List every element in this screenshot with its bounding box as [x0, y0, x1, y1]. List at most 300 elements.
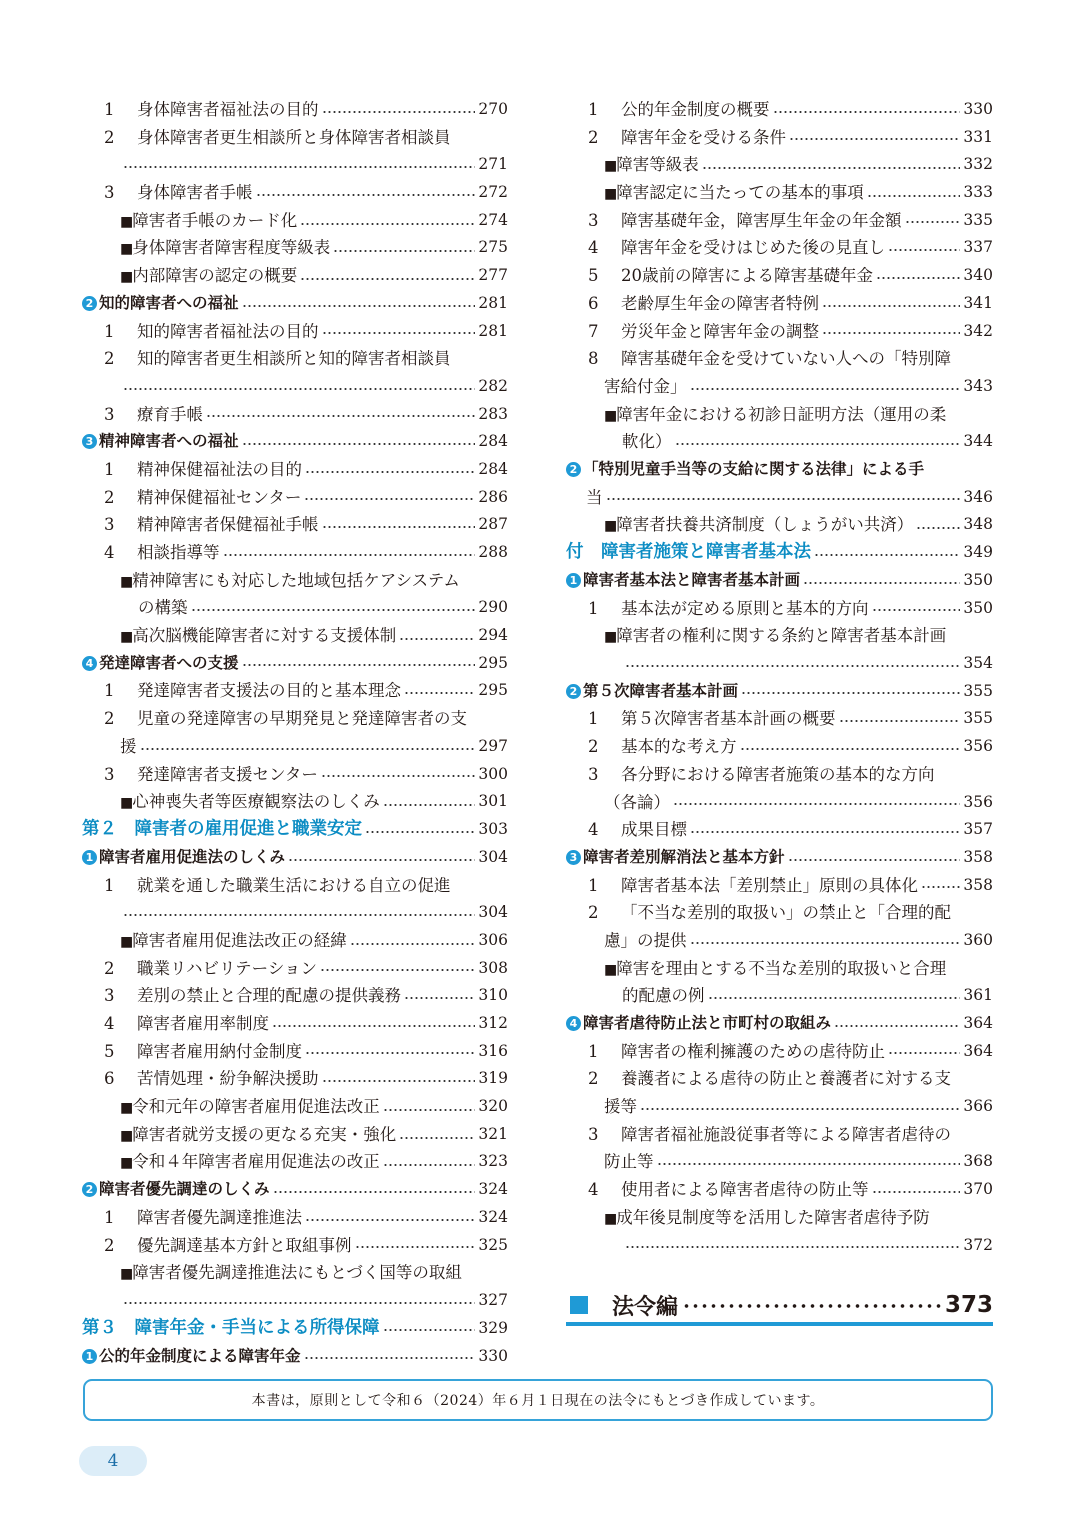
dot-leader: [140, 733, 476, 761]
entry-label: 就業を通した職業生活における自立の促進: [137, 875, 451, 895]
toc-item-number: 1: [104, 681, 115, 701]
page-ref: 364: [963, 1014, 993, 1032]
dot-leader: [322, 1065, 476, 1093]
toc-entry-text: [120, 927, 347, 957]
toc-entry-text: [137, 872, 451, 900]
section-number-badge: 3: [566, 850, 581, 865]
toc-entry-text: [621, 1065, 951, 1093]
entry-label: 障害認定に当たっての基本的事項: [616, 183, 864, 203]
toc-entry: [566, 1093, 993, 1121]
section-title: [82, 428, 239, 456]
entry-label: 知的障害者への福祉: [99, 293, 239, 312]
toc-entry: [566, 1038, 993, 1066]
toc-entry: [566, 1121, 993, 1149]
dot-leader: [640, 1093, 960, 1121]
toc-entry-text: [604, 1093, 637, 1121]
section-number-badge: 2: [82, 1182, 97, 1197]
page-ref: 272: [478, 183, 508, 202]
toc-entry: [566, 345, 993, 373]
page-ref: 360: [963, 930, 993, 949]
toc-entry-text: [621, 733, 737, 761]
toc-item-number: 4: [588, 1180, 599, 1200]
entry-label: 身体障害者障害程度等級表: [132, 238, 331, 258]
page-ref: 274: [478, 210, 508, 229]
toc-entry: [82, 1010, 508, 1038]
toc-entry-text: [120, 1259, 462, 1289]
page-ref: 355: [963, 681, 993, 700]
entry-label: 障害年金を受ける条件: [621, 127, 786, 147]
toc-item-number: 2: [588, 903, 599, 923]
toc-entry: [82, 484, 508, 512]
toc-item-number: 3: [104, 986, 115, 1006]
page-ref: 271: [478, 155, 508, 174]
toc-entry: [82, 1204, 508, 1232]
toc-item-number: 1: [104, 321, 115, 341]
square-bullet-icon: ■: [120, 1266, 133, 1283]
dot-leader: [350, 927, 476, 957]
toc-entry: [82, 456, 508, 484]
page-ref: 368: [963, 1152, 993, 1171]
toc-entry: [82, 345, 508, 373]
entry-label: 養護者による虐待の防止と養護者に対する支: [621, 1069, 951, 1089]
page-ref: 301: [478, 792, 508, 811]
entry-label: 障害者基本法「差別禁止」原則の具体化: [621, 875, 918, 895]
toc-item-number: 2: [588, 127, 599, 147]
toc-entry-text: [137, 345, 451, 373]
dot-leader: [673, 789, 960, 817]
dot-leader: [333, 234, 475, 264]
page-ref: 283: [478, 404, 508, 423]
section-number-badge: 2: [82, 296, 97, 311]
toc-item-number: 1: [588, 598, 599, 618]
toc-item-number: 1: [588, 1041, 599, 1061]
dot-leader: [288, 844, 475, 872]
toc-entry-text: [621, 96, 770, 124]
page-ref: 320: [478, 1097, 508, 1116]
toc-entry: [566, 234, 993, 262]
dot-leader: [320, 955, 475, 983]
toc-entry: [82, 1259, 508, 1287]
toc-item-number: 1: [588, 100, 599, 119]
entry-label: 基本的な考え方: [621, 737, 737, 757]
toc-entry: [82, 428, 508, 456]
page-ref: 281: [478, 293, 508, 312]
chapter-title: [82, 816, 362, 844]
entry-label: 基本法が定める原則と基本的方向: [621, 598, 869, 618]
page-ref: 342: [963, 321, 993, 340]
toc-item-number: 6: [588, 293, 599, 313]
toc-entry: [82, 927, 508, 955]
toc-entry: [82, 1065, 508, 1093]
toc-entry-text: [622, 428, 672, 456]
entry-label: 障害者の権利に関する条約と障害者基本計画: [616, 626, 947, 646]
toc-entry-text: [137, 1038, 302, 1066]
entry-label: 発達障害者支援法の目的と基本理念: [137, 681, 401, 701]
dot-leader: [242, 290, 476, 318]
toc-entry: [82, 234, 508, 262]
toc-entry: [566, 456, 993, 484]
square-bullet-icon: ■: [120, 269, 133, 286]
dot-leader: [789, 124, 960, 152]
page-ref: 312: [478, 1014, 508, 1032]
toc-item-number: 4: [588, 820, 599, 840]
toc-entry: [566, 290, 993, 318]
toc-entry: [566, 262, 993, 290]
page-ref: 323: [478, 1152, 508, 1171]
toc-entry-text: [137, 1010, 269, 1038]
entry-label: 成年後見制度等を活用した障害者虐待予防: [616, 1207, 930, 1227]
page-ref: 294: [478, 626, 508, 645]
toc-entry: [82, 1343, 508, 1371]
dot-leader: [675, 428, 961, 456]
toc-entry: [566, 1148, 993, 1176]
toc-entry: [566, 622, 993, 650]
page-ref: 337: [963, 238, 993, 257]
dot-leader: [321, 761, 476, 789]
toc-entry-text: [604, 1148, 654, 1176]
square-bullet-icon: ■: [604, 629, 617, 646]
entry-label: 障害者雇用納付金制度: [137, 1041, 302, 1061]
toc-entry-text: [137, 179, 253, 207]
dot-leader: [740, 733, 961, 761]
dot-leader: [365, 816, 475, 844]
toc-entry-text: [120, 262, 297, 292]
section-number-badge: 2: [566, 462, 581, 477]
toc-entry-text: [621, 816, 687, 844]
toc-entry-text: [621, 345, 951, 373]
toc-entry-text: [621, 705, 836, 733]
toc-entry: [82, 124, 508, 152]
section-title: [566, 1010, 831, 1038]
entry-label: 障害者基本法と障害者基本計画: [583, 571, 801, 589]
toc-entry-text: [604, 927, 687, 955]
entry-label: 身体障害者手帳: [137, 183, 253, 203]
page-ref: 331: [963, 127, 993, 146]
toc-entry: [566, 428, 993, 456]
toc-item-number: 6: [104, 1069, 115, 1089]
entry-label: 療育手帳: [137, 404, 203, 424]
entry-label: 障害者の権利擁護のための虐待防止: [621, 1041, 885, 1061]
square-bullet-icon: ■: [604, 158, 617, 175]
page-ref: 340: [963, 266, 993, 285]
entry-label: 令和元年の障害者雇用促進法改正: [132, 1097, 380, 1117]
section-number-badge: 1: [566, 573, 581, 588]
toc-entry-text: [137, 401, 203, 429]
dot-leader: [814, 539, 960, 567]
toc-entry: [566, 872, 993, 900]
entry-label: 心神喪失者等医療観察法のしくみ: [132, 792, 380, 812]
entry-label: 第２ 障害者の雇用促進と職業安定: [82, 818, 362, 839]
page-ref: 277: [478, 266, 508, 285]
entry-label: 発達障害者支援センター: [137, 764, 318, 784]
entry-label: 身体障害者福祉法の目的: [137, 100, 319, 119]
toc-entry-text: [621, 234, 885, 262]
toc-item-number: 2: [588, 1069, 599, 1089]
toc-entry-text: [604, 151, 699, 181]
toc-entry-text: [621, 761, 935, 789]
toc-entry: [82, 899, 508, 927]
toc-entry: [566, 1010, 993, 1038]
toc-left-column: [82, 96, 508, 1370]
page-ref: 329: [478, 1318, 508, 1337]
toc-entry: [82, 373, 508, 401]
entry-label: 障害基礎年金を受けていない人への「特別障: [621, 349, 951, 369]
toc-item-number: 2: [588, 737, 599, 757]
dot-leader: [916, 511, 960, 541]
toc-entry-text: [604, 955, 946, 985]
dot-leader: [657, 1148, 961, 1176]
entry-label: 成果目標: [621, 820, 687, 840]
toc-entry: [82, 761, 508, 789]
dot-leader: [123, 899, 475, 927]
dot-leader: [399, 1121, 475, 1151]
entry-label: 知的障害者更生相談所と知的障害者相談員: [137, 349, 451, 369]
dot-leader: [300, 207, 475, 237]
dot-leader: [839, 705, 961, 733]
square-bullet-icon: ■: [604, 518, 617, 535]
section-number-badge: 1: [82, 850, 97, 865]
toc-entry: [82, 955, 508, 983]
entry-label: 発達障害者への支援: [99, 653, 239, 672]
page-ref: 358: [963, 875, 993, 894]
toc-item-number: 1: [588, 875, 599, 895]
entry-label: 付 障害者施策と障害者基本法: [566, 542, 811, 562]
dot-leader: [702, 151, 961, 181]
toc-entry: [566, 705, 993, 733]
dot-leader: [383, 1315, 476, 1343]
toc-entry: [566, 539, 993, 567]
section-number-badge: 2: [566, 684, 581, 699]
page-ref: 366: [963, 1097, 993, 1116]
entry-label: 公的年金制度の概要: [621, 100, 770, 119]
toc-item-number: 1: [104, 875, 115, 895]
dot-leader: [905, 207, 961, 235]
toc-entry: [566, 1204, 993, 1232]
toc-item-number: 3: [104, 404, 115, 424]
toc-entry: [566, 373, 993, 401]
toc-entry: [82, 1121, 508, 1149]
toc-entry: [566, 511, 993, 539]
dot-leader: [773, 96, 961, 124]
page-ref: 324: [478, 1180, 508, 1199]
toc-entry: [82, 96, 508, 124]
dot-leader: [322, 318, 476, 346]
toc-entry-text: [621, 899, 951, 927]
page-ref: 300: [478, 764, 508, 783]
entry-label: 労災年金と障害年金の調整: [621, 321, 819, 341]
toc-entry-text: [137, 456, 302, 484]
toc-entry-text: [621, 290, 819, 318]
page-ref: 330: [478, 1346, 508, 1365]
page-ref: 281: [478, 321, 508, 340]
dot-leader: [682, 1295, 941, 1315]
toc-entry: [82, 872, 508, 900]
toc-item-number: 3: [104, 764, 115, 784]
page-ref: 295: [478, 653, 508, 672]
toc-entry: [566, 1232, 993, 1260]
toc-entry-text: [137, 955, 317, 983]
page-ref: 370: [963, 1180, 993, 1199]
page-ref: 356: [963, 737, 993, 756]
toc-item-number: 2: [104, 709, 115, 729]
dot-leader: [123, 151, 475, 179]
dot-leader: [690, 927, 961, 955]
entry-label: の構築: [138, 598, 188, 618]
entry-label: 障害年金における初診日証明方法（運用の柔: [616, 404, 947, 424]
page-ref: 357: [963, 820, 993, 839]
entry-label: 障害者優先調達推進法にもとづく国等の取組: [132, 1263, 462, 1283]
toc-item-number: 4: [588, 238, 599, 258]
toc-entry-text: [137, 705, 467, 733]
square-bullet-icon: ■: [604, 1210, 617, 1227]
entry-label: 慮」の提供: [604, 930, 687, 950]
page-ref: 333: [963, 183, 993, 202]
dot-leader: [383, 788, 476, 818]
toc-entry-text: [137, 484, 301, 512]
entry-label: 障害を理由とする不当な差別的取扱いと合理: [616, 958, 947, 978]
page-ref: 364: [963, 1041, 993, 1060]
page-ref: 321: [478, 1124, 508, 1143]
toc-right-column: [566, 96, 993, 1259]
page-ref: 356: [963, 792, 993, 811]
page-number: 4: [107, 1451, 119, 1471]
toc-entry: [82, 844, 508, 872]
square-bullet-icon: ■: [604, 961, 617, 978]
entry-label: 障害者虐待防止法と市町村の取組み: [583, 1014, 832, 1032]
toc-item-number: 5: [588, 266, 599, 286]
toc-entry: [82, 1232, 508, 1260]
toc-entry-text: [604, 511, 913, 541]
entry-label: 障害者雇用促進法のしくみ: [99, 847, 286, 866]
page-ref: 316: [478, 1041, 508, 1060]
toc-entry: [82, 982, 508, 1010]
dot-leader: [223, 539, 476, 567]
toc-entry-text: [137, 96, 319, 124]
houreihen-title: 法令編: [612, 1294, 679, 1320]
entry-label: 第５次障害者基本計画: [583, 681, 739, 700]
toc-entry: [82, 151, 508, 179]
entry-label: 精神障害者保健福祉手帳: [137, 515, 319, 535]
entry-label: 障害者雇用率制度: [137, 1014, 269, 1033]
page-ref: 346: [963, 487, 993, 506]
entry-label: 20歳前の障害による障害基礎年金: [621, 266, 873, 286]
entry-label: 内部障害の認定の概要: [132, 266, 298, 286]
toc-entry-text: [621, 1176, 869, 1204]
toc-entry-text: [604, 401, 946, 431]
toc-item-number: 7: [588, 321, 599, 341]
dot-leader: [305, 1204, 475, 1232]
entry-label: 優先調達基本方針と取組事例: [137, 1235, 352, 1255]
dot-leader: [305, 456, 475, 484]
square-icon: [570, 1296, 588, 1314]
section-number-badge: 1: [82, 1349, 97, 1364]
toc-entry-text: [120, 1121, 396, 1151]
toc-entry: [566, 789, 993, 817]
page-ref: 308: [478, 958, 508, 977]
toc-entry: [82, 1315, 508, 1343]
note-box: [83, 1379, 993, 1421]
entry-label: 障害者扶養共済制度（しょうがい共済）: [616, 515, 914, 535]
toc-item-number: 2: [104, 958, 115, 978]
page-ref: 354: [963, 654, 993, 673]
page-ref: 303: [478, 819, 508, 838]
page-ref: 330: [963, 100, 993, 118]
toc-entry: [82, 207, 508, 235]
dot-leader: [383, 1093, 476, 1123]
toc-entry-text: [137, 677, 401, 705]
toc-entry-text: [622, 982, 705, 1010]
toc-entry-text: [120, 733, 137, 761]
entry-label: 各分野における障害者施策の基本的な方向: [621, 764, 935, 784]
entry-label: 令和４年障害者雇用促進法の改正: [132, 1152, 380, 1172]
houreihen-heading: [566, 1288, 993, 1326]
page-ref: 288: [478, 543, 508, 561]
entry-label: 苦情処理・紛争解決援助: [137, 1069, 319, 1089]
toc-entry: [82, 594, 508, 622]
section-title: [566, 567, 800, 595]
dot-leader: [305, 1038, 475, 1066]
toc-entry-text: [604, 1204, 930, 1234]
toc-entry-text: [621, 1038, 885, 1066]
page-ref: 341: [963, 293, 993, 312]
dot-leader: [273, 1176, 476, 1204]
dot-leader: [872, 595, 961, 623]
page-ref: 304: [478, 903, 508, 922]
dot-leader: [834, 1010, 960, 1038]
entry-label: 相談指導等: [137, 543, 220, 562]
toc-entry-text: [604, 179, 864, 209]
page-ref: 355: [963, 709, 993, 728]
page-ref: 290: [478, 598, 508, 617]
toc-item-number: 2: [104, 1235, 115, 1255]
entry-label: 障害基礎年金，障害厚生年金の年金額: [621, 210, 902, 230]
entry-label: 精神保健福祉法の目的: [137, 459, 302, 479]
toc-entry-text: [621, 262, 873, 290]
toc-entry: [82, 1093, 508, 1121]
dot-leader: [242, 428, 476, 456]
dot-leader: [322, 96, 476, 124]
toc-entry: [566, 899, 993, 927]
chapter-title: [566, 539, 811, 567]
entry-label: 障害者雇用促進法改正の経緯: [132, 930, 347, 950]
toc-entry: [566, 650, 993, 678]
page-ref: 295: [478, 681, 508, 700]
toc-entry: [82, 733, 508, 761]
toc-entry: [566, 678, 993, 706]
dot-leader: [872, 1176, 961, 1204]
toc-entry: [82, 179, 508, 207]
square-bullet-icon: ■: [120, 1155, 133, 1172]
entry-label: 精神障害にも対応した地域包括ケアシステム: [132, 570, 460, 590]
entry-label: 老齢厚生年金の障害者特例: [621, 293, 819, 313]
toc-entry-text: [621, 318, 819, 346]
toc-entry: [566, 1065, 993, 1093]
section-number-badge: 4: [566, 1016, 581, 1031]
section-title: [566, 678, 738, 706]
dot-leader: [822, 318, 960, 346]
entry-label: 精神障害者への福祉: [99, 432, 239, 451]
page-ref: 349: [963, 543, 993, 561]
dot-leader: [803, 567, 960, 595]
page-ref: 304: [478, 847, 508, 866]
toc-entry-text: [621, 872, 918, 900]
toc-item-number: 2: [104, 127, 115, 147]
houreihen-page: 373: [944, 1292, 993, 1318]
toc-entry: [82, 401, 508, 429]
entry-label: 精神保健福祉センター: [137, 487, 302, 507]
dot-leader: [404, 677, 475, 705]
page-ref: 350: [963, 571, 993, 589]
